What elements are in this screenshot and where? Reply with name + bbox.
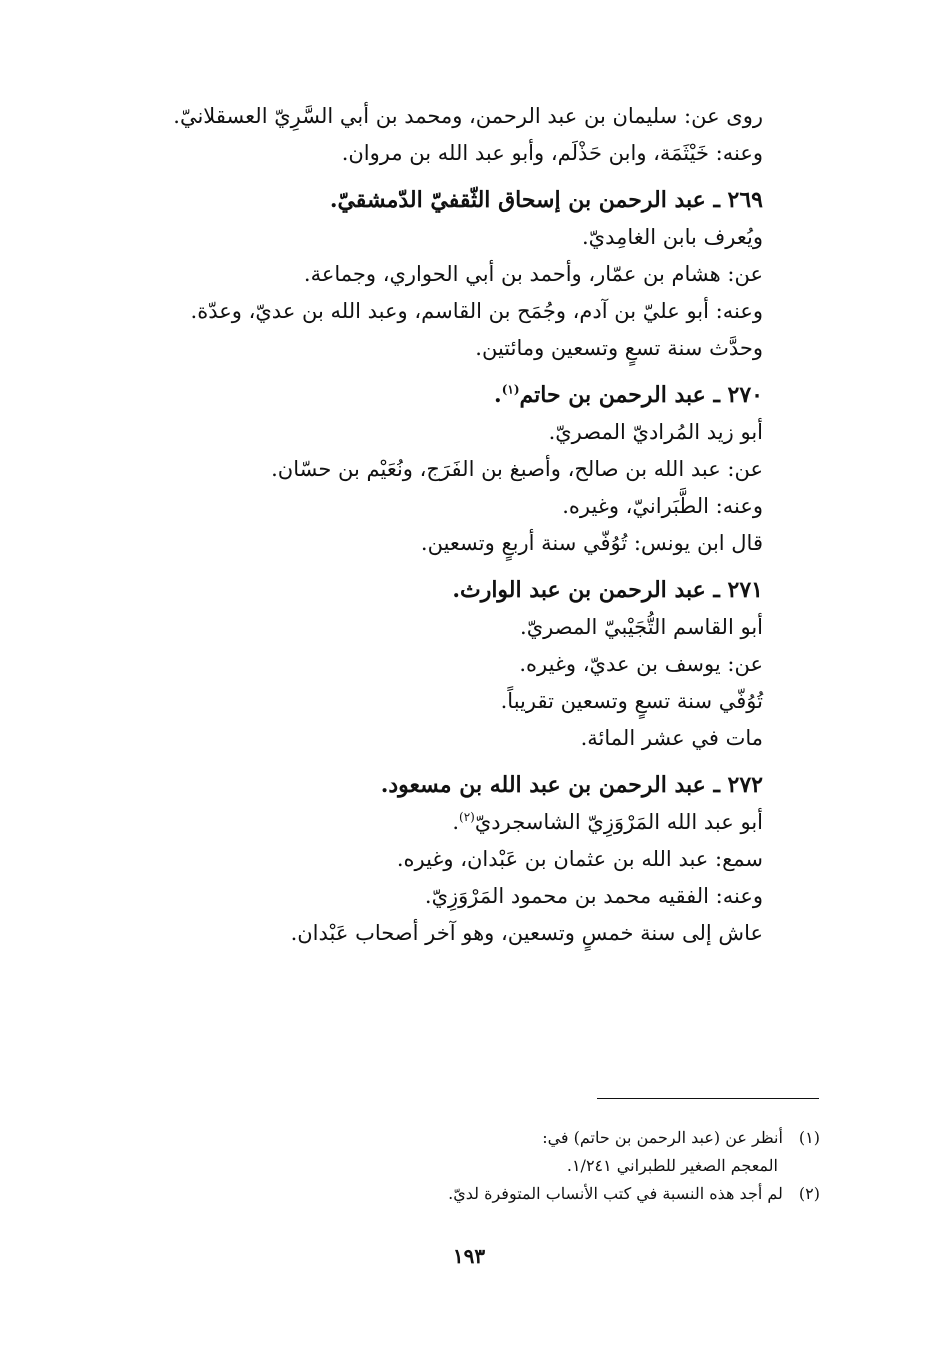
- text-line: [123, 804, 763, 841]
- text-line: وعنه: الطَّبَرانيّ، وغيره.: [562, 494, 763, 518]
- footnote-ref: (٢): [459, 810, 475, 824]
- entry-heading-270: [123, 377, 763, 414]
- line-text: أبو عبد الله المَرْوَزِيّ الشاسجرديّ: [474, 810, 763, 834]
- footnote-ref: (١): [501, 382, 520, 397]
- text-line: قال ابن يونس: تُوُفّي سنة أربعٍ وتسعين.: [420, 531, 763, 555]
- text-line: وحدَّث سنة تسعٍ وتسعين ومائتين.: [475, 336, 763, 360]
- line-end: .: [452, 810, 460, 834]
- text-line: ويُعرف بابن الغامِديّ.: [581, 225, 763, 249]
- footnotes: [280, 1124, 820, 1208]
- text-line: عاش إلى سنة خمسٍ وتسعين، وهو آخر أصحاب عَبْدان.: [290, 921, 763, 945]
- text-line: سمع: عبد الله بن عثمان بن عَبْدان، وغيره.: [396, 847, 763, 871]
- footnote-2: [280, 1180, 820, 1208]
- text-line: أبو زيد المُراديّ المصريّ.: [548, 420, 763, 444]
- text-line: روى عن: سليمان بن عبد الرحمن، ومحمد بن أبي السَّرِيّ العسقلانيّ.: [173, 104, 763, 128]
- entry-heading-272: ٢٧٢ ـ عبد الرحمن بن عبد الله بن مسعود.: [380, 772, 763, 798]
- text-line: عن: يوسف بن عديّ، وغيره.: [519, 652, 763, 676]
- text-line: وعنه: أبو عليّ بن آدم، وجُمَح بن القاسم، وعبد الله بن عديّ، وعدّة.: [190, 299, 763, 323]
- footnote-text: لم أجد هذه النسبة في كتب الأنساب المتوفرة لديّ.: [448, 1184, 783, 1203]
- heading-end: .: [494, 382, 502, 408]
- footnote-1: [280, 1124, 820, 1152]
- footnote-divider: [597, 1098, 819, 1099]
- text-line: وعنه: خَيْثَمَة، وابن حَذْلَم، وأبو عبد الله بن مروان.: [341, 141, 763, 165]
- main-text: [123, 98, 763, 952]
- page-number: ١٩٣: [452, 1244, 486, 1268]
- text-line: أبو القاسم التُّجَيْبيّ المصريّ.: [520, 615, 763, 639]
- entry-heading-271: ٢٧١ ـ عبد الرحمن بن عبد الوارث.: [452, 577, 763, 603]
- text-line: عن: هشام بن عمّار، وأحمد بن أبي الحواري، وجماعة.: [303, 262, 763, 286]
- heading-text: ٢٧٠ ـ عبد الرحمن بن حاتم: [519, 382, 763, 408]
- footnote-number: (٢): [798, 1184, 820, 1203]
- text-line: تُوُفّي سنة تسعٍ وتسعين تقريباً.: [500, 689, 763, 713]
- text-line: عن: عبد الله بن صالح، وأصبغ بن الفَرَج، ونُعَيْم بن حسّان.: [271, 457, 763, 481]
- footnote-number: (١): [798, 1128, 820, 1147]
- entry-heading-269: ٢٦٩ ـ عبد الرحمن بن إسحاق الثّقفيّ الدّمشقيّ.: [329, 187, 763, 213]
- text-line: مات في عشر المائة.: [580, 726, 763, 750]
- footnote-text: أنظر عن (عبد الرحمن بن حاتم) في:: [542, 1128, 783, 1147]
- text-line: وعنه: الفقيه محمد بن محمود المَرْوَزِيّ.: [424, 884, 763, 908]
- footnote-1-continued: المعجم الصغير للطبراني ١/٢٤١.: [566, 1156, 778, 1175]
